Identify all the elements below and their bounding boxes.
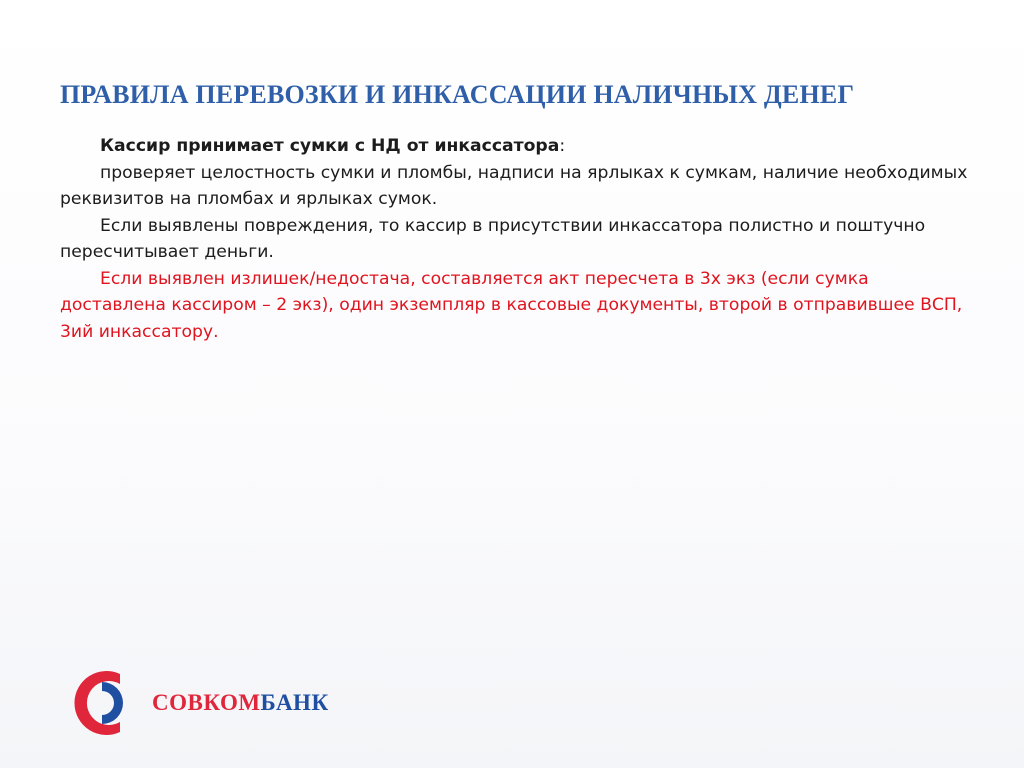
paragraph-check: проверяет целостность сумки и пломбы, надписи на ярлыках к сумкам, наличие необходимых реквизитов на пломбах и ярлыках сумок.: [60, 162, 968, 209]
intro-line: [60, 133, 970, 160]
sovcombank-logo-icon: [68, 668, 148, 738]
slide-body: [60, 133, 970, 345]
logo-wordmark-part1: СОВКОМ: [152, 690, 261, 715]
paragraph-damage: Если выявлены повреждения, то кассир в присутствии инкассатора полистно и поштучно пересчитывает деньги.: [60, 215, 926, 262]
intro-colon: :: [559, 136, 566, 156]
intro-bold-text: Кассир принимает сумки с НД от инкассатора: [100, 136, 560, 156]
sovcombank-logo: [68, 668, 368, 738]
logo-wordmark-part2: БАНК: [260, 690, 329, 715]
logo-wordmark: [152, 690, 329, 716]
paragraph-discrepancy: Если выявлен излишек/недостача, составляется акт пересчета в 3х экз (если сумка доставлена кассиром – 2 экз), один экземпляр в кассовые документы, второй в отправившее ВСП, 3ий инкассатору.: [60, 268, 963, 342]
slide-title: ПРАВИЛА ПЕРЕВОЗКИ И ИНКАССАЦИИ НАЛИЧНЫХ ДЕНЕГ: [60, 80, 855, 109]
